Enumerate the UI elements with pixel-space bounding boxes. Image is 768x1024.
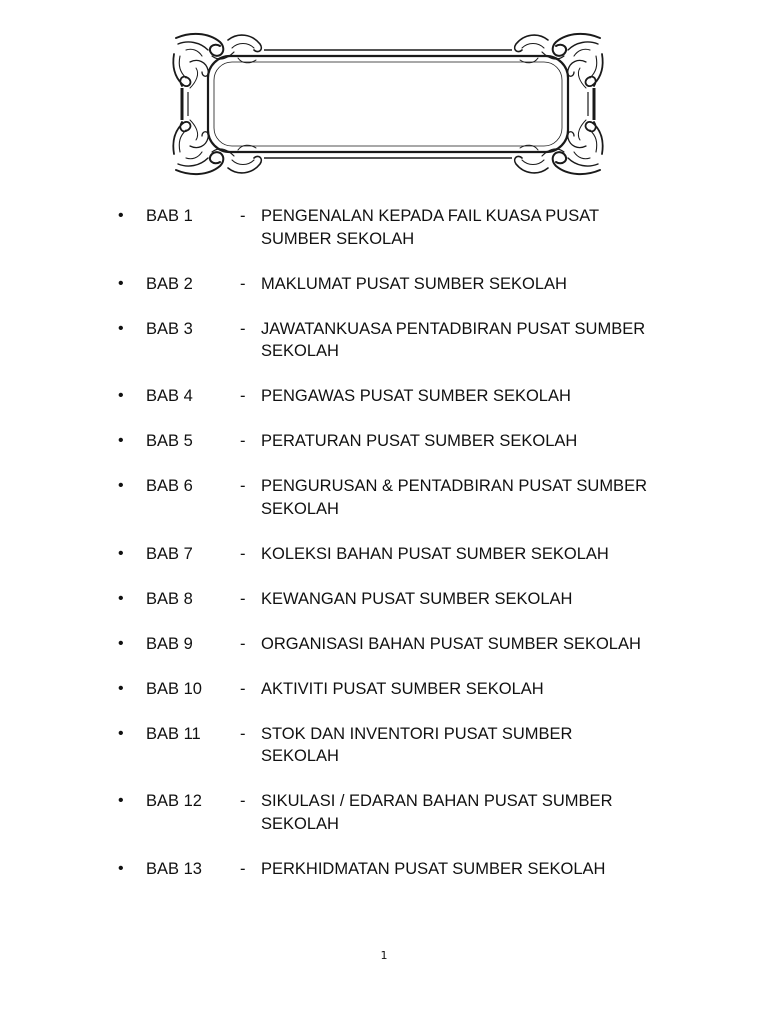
chapter-number: BAB 13 — [146, 859, 202, 878]
bullet-icon: • — [118, 859, 124, 877]
chapter-item — [118, 475, 678, 520]
bullet-icon: • — [118, 274, 124, 292]
bullet-icon: • — [118, 319, 124, 337]
bullet-icon: • — [118, 207, 124, 224]
chapter-title: MAKLUMAT PUSAT SUMBER SEKOLAH — [261, 274, 567, 293]
chapter-title: AKTIVITI PUSAT SUMBER SEKOLAH — [261, 679, 544, 698]
chapter-number: BAB 8 — [146, 589, 193, 608]
bullet-icon: • — [118, 679, 124, 697]
bullet-icon: • — [118, 387, 124, 404]
chapter-item — [118, 723, 678, 768]
separator-dash: - — [240, 679, 246, 698]
chapter-title: PERATURAN PUSAT SUMBER SEKOLAH — [261, 432, 578, 450]
chapter-item — [118, 205, 678, 250]
bullet-icon: • — [118, 724, 124, 742]
bullet-icon: • — [118, 477, 124, 494]
separator-dash: - — [240, 634, 246, 653]
bullet-icon: • — [118, 589, 124, 607]
chapter-title: SIKULASI / EDARAN BAHAN PUSAT SUMBER SEKOLAH — [261, 792, 613, 833]
chapter-number: BAB 6 — [146, 477, 193, 495]
separator-dash: - — [240, 859, 246, 878]
chapter-number: BAB 5 — [146, 432, 193, 450]
chapter-list — [118, 205, 678, 903]
chapter-title: JAWATANKUASA PENTADBIRAN PUSAT SUMBER SEKOLAH — [261, 319, 646, 360]
chapter-number: BAB 4 — [146, 387, 193, 405]
bullet-icon: • — [118, 432, 124, 449]
separator-dash: - — [240, 792, 246, 810]
chapter-item — [118, 858, 678, 881]
chapter-title: PENGURUSAN & PENTADBIRAN PUSAT SUMBER SEKOLAH — [261, 477, 647, 518]
chapter-number: BAB 9 — [146, 634, 193, 653]
chapter-number: BAB 12 — [146, 792, 202, 810]
chapter-title: KEWANGAN PUSAT SUMBER SEKOLAH — [261, 589, 573, 608]
chapter-number: BAB 10 — [146, 679, 202, 698]
chapter-number: BAB 7 — [146, 544, 193, 563]
separator-dash: - — [240, 589, 246, 608]
chapter-title: PERKHIDMATAN PUSAT SUMBER SEKOLAH — [261, 859, 606, 878]
bullet-icon: • — [118, 634, 124, 652]
chapter-item — [118, 633, 678, 656]
chapter-item — [118, 273, 678, 296]
bullet-icon: • — [118, 544, 124, 562]
chapter-title: STOK DAN INVENTORI PUSAT SUMBER SEKOLAH — [261, 724, 573, 765]
chapter-item — [118, 318, 678, 363]
chapter-item — [118, 430, 678, 453]
chapter-item — [118, 588, 678, 611]
chapter-title: PENGAWAS PUSAT SUMBER SEKOLAH — [261, 387, 571, 405]
chapter-number: BAB 1 — [146, 207, 193, 225]
chapter-number: BAB 2 — [146, 274, 193, 293]
bullet-icon: • — [118, 792, 124, 809]
chapter-item — [118, 678, 678, 701]
chapter-title: PENGENALAN KEPADA FAIL KUASA PUSAT SUMBER SEKOLAH — [261, 207, 599, 248]
chapter-title: ORGANISASI BAHAN PUSAT SUMBER SEKOLAH — [261, 634, 641, 653]
page-number: 1 — [380, 949, 388, 962]
chapter-number: BAB 3 — [146, 319, 193, 338]
separator-dash: - — [240, 207, 246, 225]
separator-dash: - — [240, 544, 246, 563]
ornamental-title-frame — [168, 28, 608, 180]
chapter-item — [118, 543, 678, 566]
chapter-item — [118, 790, 678, 835]
chapter-title: KOLEKSI BAHAN PUSAT SUMBER SEKOLAH — [261, 544, 609, 563]
separator-dash: - — [240, 387, 246, 405]
separator-dash: - — [240, 477, 246, 495]
separator-dash: - — [240, 274, 246, 293]
separator-dash: - — [240, 319, 246, 338]
separator-dash: - — [240, 432, 246, 450]
ornamental-frame-graphic — [168, 28, 608, 180]
separator-dash: - — [240, 724, 246, 743]
chapter-item — [118, 385, 678, 408]
chapter-number: BAB 11 — [146, 724, 201, 743]
